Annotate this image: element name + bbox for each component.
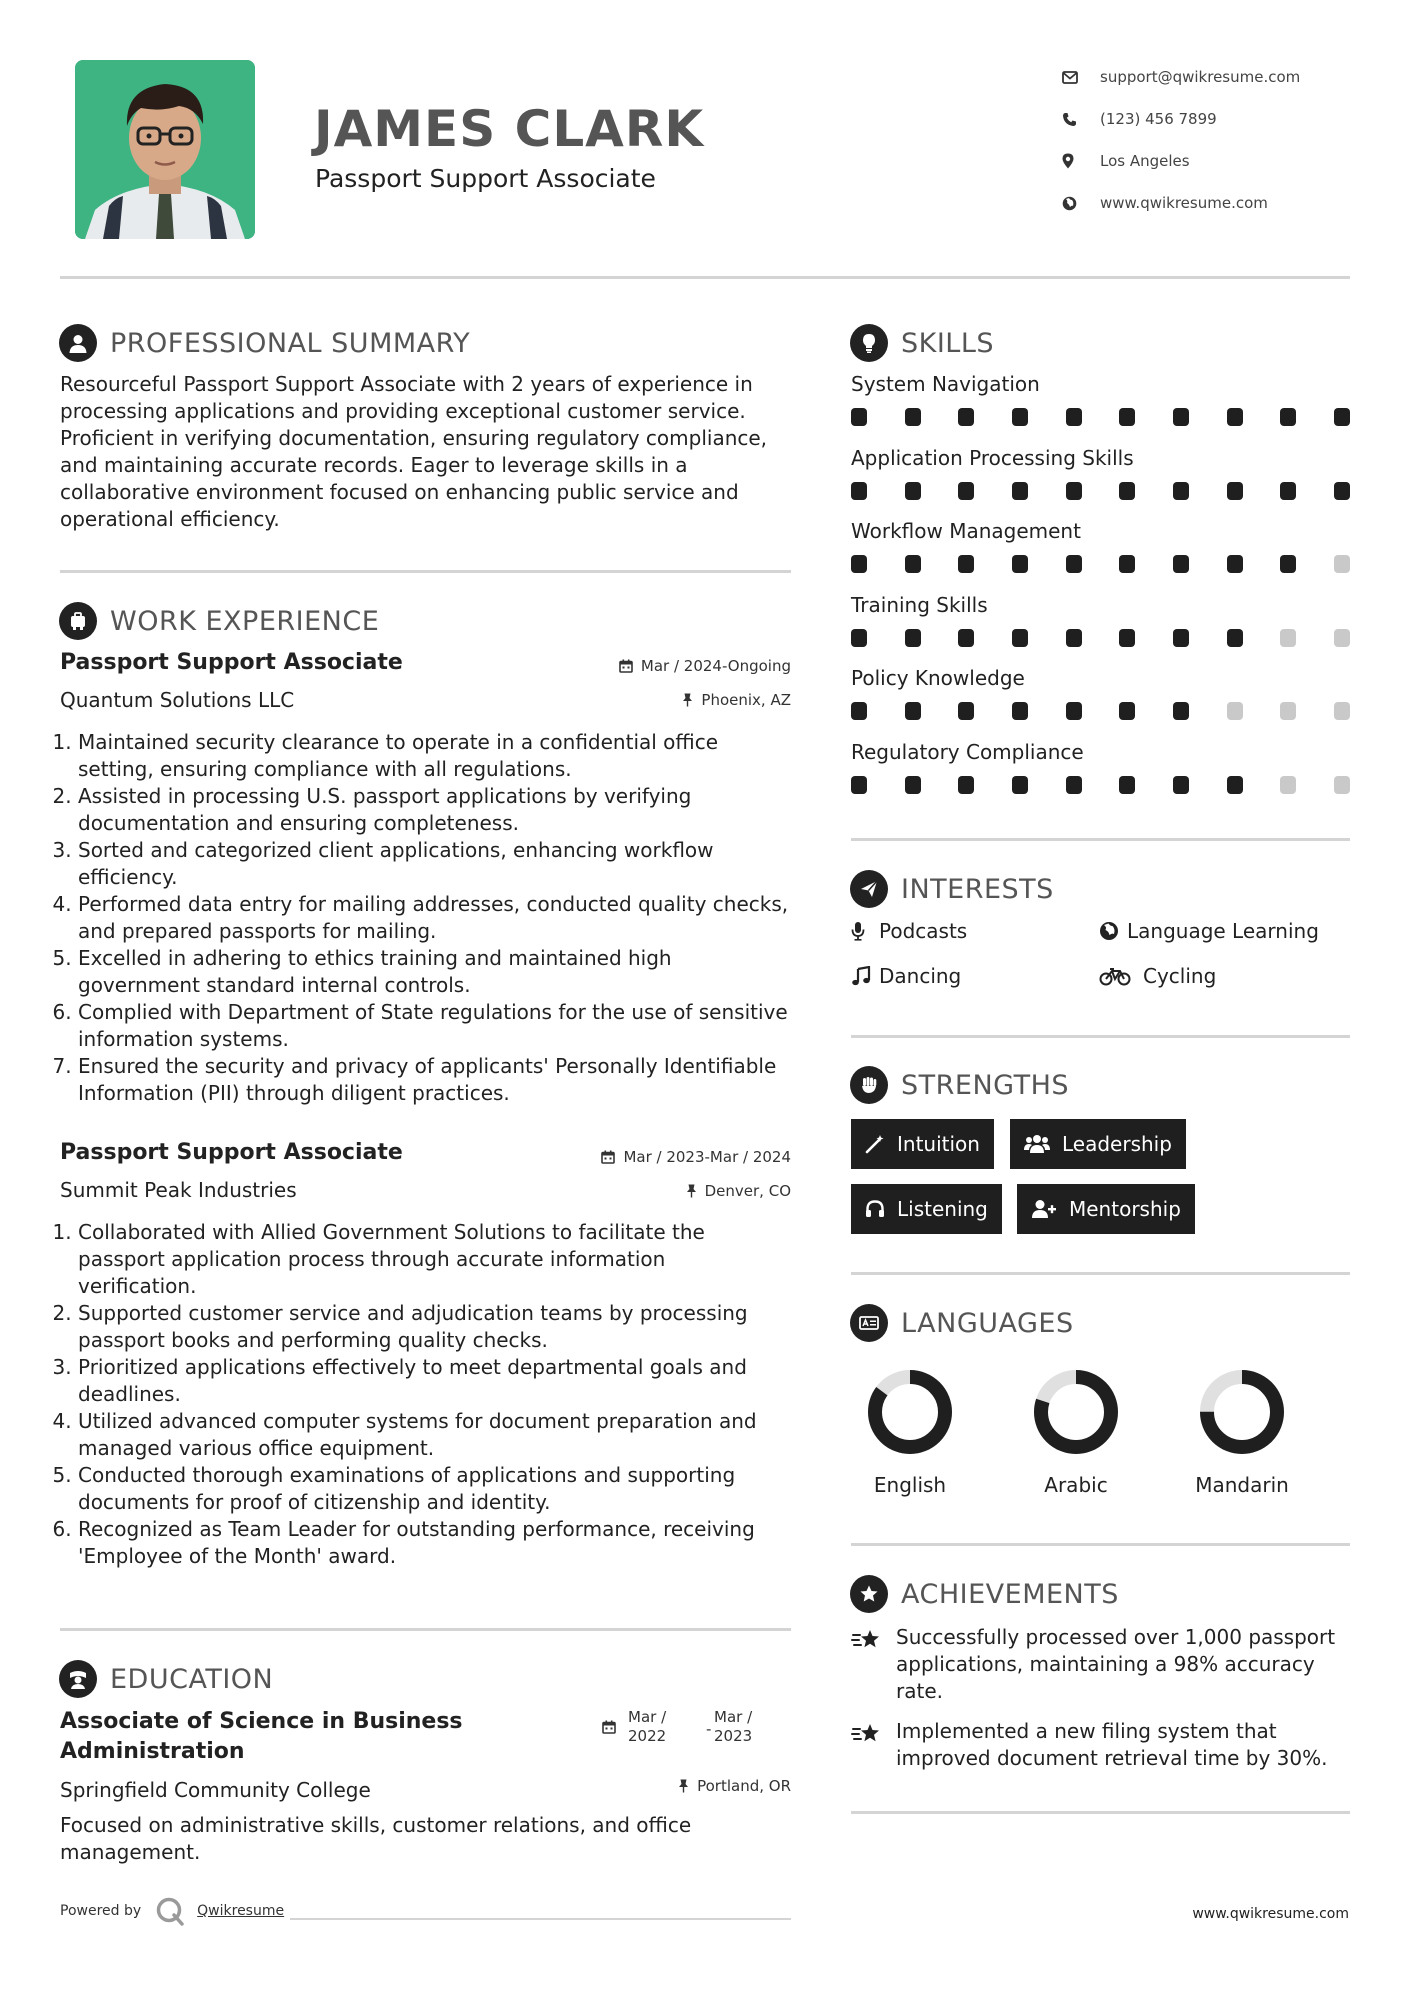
achievements-heading (850, 1575, 1119, 1613)
list-item: 2. Supported customer service and adjudication teams by processing passport books and performing quality checks. (78, 1300, 790, 1354)
footer-divider (290, 1918, 791, 1920)
education-end-month: Mar / (714, 1708, 753, 1726)
rating-dot-filled (1066, 776, 1082, 794)
language-ring (860, 1362, 960, 1462)
job-company: Quantum Solutions LLC (60, 688, 295, 712)
rating-dot-filled (1066, 482, 1082, 500)
footer-website[interactable]: www.qwikresume.com (1192, 1906, 1349, 1922)
summary-heading (59, 324, 470, 362)
list-item: 1. Maintained security clearance to operate in a confidential office setting, ensuring compliance with all regulations. (78, 729, 790, 783)
strength-badge (1017, 1184, 1195, 1234)
globe-icon (1099, 921, 1127, 941)
education-school: Springfield Community College (60, 1778, 371, 1802)
list-item: 3. Sorted and categorized client applications, enhancing workflow efficiency. (78, 837, 790, 891)
degree-line-1: Associate of Science in Business (60, 1709, 463, 1734)
rating-dot-filled (851, 776, 867, 794)
rating-dot-filled (1119, 702, 1135, 720)
job-location-text: Phoenix, AZ (701, 691, 791, 709)
rating-dot-filled (1173, 408, 1189, 426)
rating-dot-filled (1173, 702, 1189, 720)
language-name: Mandarin (1195, 1473, 1289, 1497)
experience-heading (59, 602, 379, 640)
strengths-heading (850, 1066, 1069, 1104)
contact-block (1062, 56, 1362, 224)
education-date (602, 1708, 762, 1748)
summary-divider (60, 570, 791, 573)
footer-brand-link[interactable]: Qwikresume (197, 1903, 285, 1919)
contact-phone-text: (123) 456 7899 (1100, 110, 1217, 128)
rating-dot-filled (958, 776, 974, 794)
rating-dot-empty (1280, 776, 1296, 794)
rating-dot-filled (958, 702, 974, 720)
rating-dot-filled (1119, 482, 1135, 500)
rating-dot-empty (1334, 702, 1350, 720)
candidate-name: JAMES CLARK (314, 100, 705, 158)
star-badge-icon (850, 1575, 888, 1613)
rating-dot-filled (958, 555, 974, 573)
interest-item (851, 964, 961, 988)
rating-dot-filled (851, 702, 867, 720)
language-name: English (873, 1473, 947, 1497)
job-company: Summit Peak Industries (60, 1178, 297, 1202)
skills-heading-text: SKILLS (901, 327, 995, 359)
user-plus-icon (1031, 1199, 1057, 1219)
skill-name: Workflow Management (851, 519, 1081, 543)
candidate-title: Passport Support Associate (315, 164, 656, 193)
rating-dot-filled (1334, 482, 1350, 500)
calendar-icon (602, 1720, 616, 1734)
list-item: 2. Assisted in processing U.S. passport applications by verifying documentation and ensuring completeness. (78, 783, 790, 837)
rating-dot-empty (1280, 629, 1296, 647)
languages-heading-text: LANGUAGES (901, 1307, 1074, 1339)
rating-dot-filled (1066, 629, 1082, 647)
header-divider (60, 276, 1350, 279)
job-location (686, 1182, 791, 1200)
rating-dot-filled (1227, 555, 1243, 573)
degree-line-2: Administration (60, 1739, 245, 1764)
language-ring (1192, 1362, 1292, 1462)
list-item: 1. Collaborated with Allied Government Solutions to facilitate the passport application process through accurate information verification. (78, 1219, 790, 1300)
rating-dot-filled (1227, 482, 1243, 500)
contact-location (1062, 140, 1362, 182)
education-start-year: 2022 (628, 1727, 667, 1745)
education-date-dash: - (706, 1720, 712, 1738)
rating-dot-filled (1119, 776, 1135, 794)
skill-name: Application Processing Skills (851, 445, 1134, 470)
rating-dot-empty (1334, 776, 1350, 794)
job-bullets (60, 729, 790, 1107)
achievements-heading-text: ACHIEVEMENTS (901, 1578, 1119, 1610)
strength-label: Intuition (897, 1132, 980, 1156)
rating-dot-filled (1173, 629, 1189, 647)
job-title: Passport Support Associate (60, 650, 403, 675)
qwikresume-logo-icon (155, 1896, 185, 1926)
skills-divider (851, 838, 1350, 841)
calendar-icon (601, 1150, 615, 1164)
rating-dot-filled (1173, 776, 1189, 794)
rating-dot-empty (1334, 555, 1350, 573)
education-location-text: Portland, OR (697, 1777, 791, 1795)
rating-dot-filled (1012, 702, 1028, 720)
list-item: 7. Ensured the security and privacy of applicants' Personally Identifiable Information (PII) through diligent practices. (78, 1053, 790, 1107)
paper-plane-icon (850, 870, 888, 908)
strength-badge (851, 1119, 994, 1169)
rating-dot-filled (905, 482, 921, 500)
footer-powered-by (60, 1896, 284, 1926)
calendar-icon (619, 659, 633, 673)
shooting-star-icon (851, 1624, 896, 1705)
summary-heading-text: PROFESSIONAL SUMMARY (110, 327, 471, 359)
headphones-icon (865, 1199, 885, 1219)
skill-name: System Navigation (851, 372, 1040, 396)
job-location (682, 691, 791, 709)
interests-heading (850, 870, 1054, 908)
rating-dot-filled (1012, 555, 1028, 573)
pushpin-icon (678, 1779, 689, 1793)
rating-dot-empty (1280, 702, 1296, 720)
interest-label: Cycling (1143, 964, 1217, 988)
job-date (619, 657, 791, 675)
job-title: Passport Support Associate (60, 1140, 403, 1165)
rating-dot-filled (958, 482, 974, 500)
rating-dot-filled (958, 408, 974, 426)
rating-dot-filled (1280, 482, 1296, 500)
skills-heading (850, 324, 994, 362)
skill-rating (851, 482, 1350, 500)
rating-dot-filled (958, 629, 974, 647)
rating-dot-filled (1012, 776, 1028, 794)
achievement-item (851, 1718, 1351, 1772)
achievements-divider (851, 1811, 1350, 1814)
rating-dot-empty (1227, 702, 1243, 720)
skill-rating (851, 702, 1350, 720)
rating-dot-filled (1119, 555, 1135, 573)
interest-item (1099, 919, 1319, 943)
list-item: 6. Complied with Department of State regulations for the use of sensitive information systems. (78, 999, 790, 1053)
list-item: 6. Recognized as Team Leader for outstanding performance, receiving 'Employee of the Month' award. (78, 1516, 790, 1570)
education-heading-text: EDUCATION (110, 1663, 274, 1695)
contact-email-text: support@qwikresume.com (1100, 68, 1301, 86)
user-circle-icon (59, 324, 97, 362)
rating-dot-filled (1012, 629, 1028, 647)
skill-rating (851, 555, 1350, 573)
map-pin-icon (1062, 153, 1100, 169)
rating-dot-empty (1334, 629, 1350, 647)
strength-label: Mentorship (1069, 1197, 1181, 1221)
interest-label: Dancing (879, 964, 962, 988)
rating-dot-filled (905, 629, 921, 647)
list-item: 5. Excelled in adhering to ethics training and maintained high government standard internal controls. (78, 945, 790, 999)
rating-dot-filled (1227, 776, 1243, 794)
job-bullets (60, 1219, 790, 1570)
globe-icon (1062, 196, 1100, 211)
strength-label: Listening (897, 1197, 988, 1221)
experience-divider (60, 1628, 791, 1631)
phone-icon (1062, 112, 1100, 127)
graduate-icon (59, 1660, 97, 1698)
rating-dot-filled (1119, 629, 1135, 647)
achievement-item (851, 1624, 1351, 1705)
rating-dot-filled (905, 776, 921, 794)
rating-dot-filled (1119, 408, 1135, 426)
users-icon (1024, 1134, 1050, 1154)
lightbulb-icon (850, 324, 888, 362)
bicycle-icon (1099, 966, 1143, 986)
list-item: 5. Conducted thorough examinations of applications and supporting documents for proof of citizenship and identity. (78, 1462, 790, 1516)
rating-dot-filled (1227, 408, 1243, 426)
briefcase-icon (59, 602, 97, 640)
list-item: 4. Utilized advanced computer systems for document preparation and managed various office equipment. (78, 1408, 790, 1462)
languages-divider (851, 1543, 1350, 1546)
rating-dot-filled (1280, 555, 1296, 573)
strengths-divider (851, 1272, 1350, 1275)
experience-heading-text: WORK EXPERIENCE (110, 605, 380, 637)
achievement-text: Successfully processed over 1,000 passport applications, maintaining a 98% accuracy rate. (896, 1625, 1336, 1703)
envelope-icon (1062, 71, 1100, 84)
microphone-icon (851, 921, 879, 941)
contact-phone[interactable] (1062, 98, 1362, 140)
shooting-star-icon (851, 1718, 896, 1772)
skill-rating (851, 629, 1350, 647)
skill-name: Regulatory Compliance (851, 739, 1084, 764)
contact-email[interactable] (1062, 56, 1362, 98)
list-item: 4. Performed data entry for mailing addresses, conducted quality checks, and prepared passports for mailing. (78, 891, 790, 945)
education-start-month: Mar / (628, 1708, 667, 1726)
skill-rating (851, 408, 1350, 426)
achievement-text: Implemented a new filing system that improved document retrieval time by 30%. (896, 1719, 1328, 1770)
pushpin-icon (686, 1184, 697, 1198)
profile-photo (75, 60, 255, 239)
language-name: Arabic (1044, 1473, 1108, 1497)
job-location-text: Denver, CO (704, 1182, 791, 1200)
rating-dot-filled (851, 482, 867, 500)
rating-dot-filled (1066, 555, 1082, 573)
list-item: 3. Prioritized applications effectively to meet departmental goals and deadlines. (78, 1354, 790, 1408)
strength-badge (1010, 1119, 1186, 1169)
job-date-text: Mar / 2024-Ongoing (640, 657, 791, 675)
rating-dot-filled (851, 408, 867, 426)
music-note-icon (851, 966, 879, 986)
contact-website-text: www.qwikresume.com (1100, 194, 1268, 212)
strengths-heading-text: STRENGTHS (901, 1069, 1070, 1101)
rating-dot-filled (1280, 408, 1296, 426)
rating-dot-filled (1066, 408, 1082, 426)
skill-name: Training Skills (851, 592, 988, 617)
job-date (601, 1148, 791, 1166)
rating-dot-filled (1173, 482, 1189, 500)
education-location (678, 1777, 791, 1795)
magic-wand-icon (865, 1134, 885, 1154)
rating-dot-filled (1227, 629, 1243, 647)
rating-dot-filled (1173, 555, 1189, 573)
education-description: Focused on administrative skills, customer relations, and office management. (60, 1813, 692, 1864)
pushpin-icon (682, 693, 693, 707)
education-end-year: 2023 (714, 1727, 753, 1745)
contact-location-text: Los Angeles (1100, 152, 1190, 170)
rating-dot-filled (905, 408, 921, 426)
job-date-text: Mar / 2023-Mar / 2024 (623, 1148, 791, 1166)
skill-name: Policy Knowledge (851, 666, 1025, 690)
rating-dot-filled (1012, 408, 1028, 426)
interest-item (851, 919, 967, 943)
languages-heading (850, 1304, 1074, 1342)
strength-label: Leadership (1062, 1132, 1172, 1156)
fist-icon (850, 1066, 888, 1104)
rating-dot-filled (851, 555, 867, 573)
rating-dot-filled (905, 702, 921, 720)
language-ring (1026, 1362, 1126, 1462)
interest-label: Language Learning (1127, 919, 1319, 943)
skill-rating (851, 776, 1350, 794)
rating-dot-filled (1334, 408, 1350, 426)
interest-item (1099, 964, 1216, 988)
language-icon (850, 1304, 888, 1342)
strength-badge (851, 1184, 1002, 1234)
powered-by-text: Powered by (60, 1903, 142, 1919)
rating-dot-filled (1012, 482, 1028, 500)
interests-divider (851, 1035, 1350, 1038)
interest-label: Podcasts (879, 919, 968, 943)
summary-text: Resourceful Passport Support Associate with 2 years of experience in processing applications and providing exceptional customer service. Proficient in verifying documentation, ensuring regulatory compliance, and maintaining accurate records. Eager to leverage skills in a collaborative environment focused on enhancing public service and operational efficiency. (60, 372, 768, 531)
rating-dot-filled (1066, 702, 1082, 720)
education-heading (59, 1660, 273, 1698)
rating-dot-filled (905, 555, 921, 573)
interests-heading-text: INTERESTS (901, 873, 1054, 905)
contact-website[interactable] (1062, 182, 1362, 224)
rating-dot-filled (851, 629, 867, 647)
